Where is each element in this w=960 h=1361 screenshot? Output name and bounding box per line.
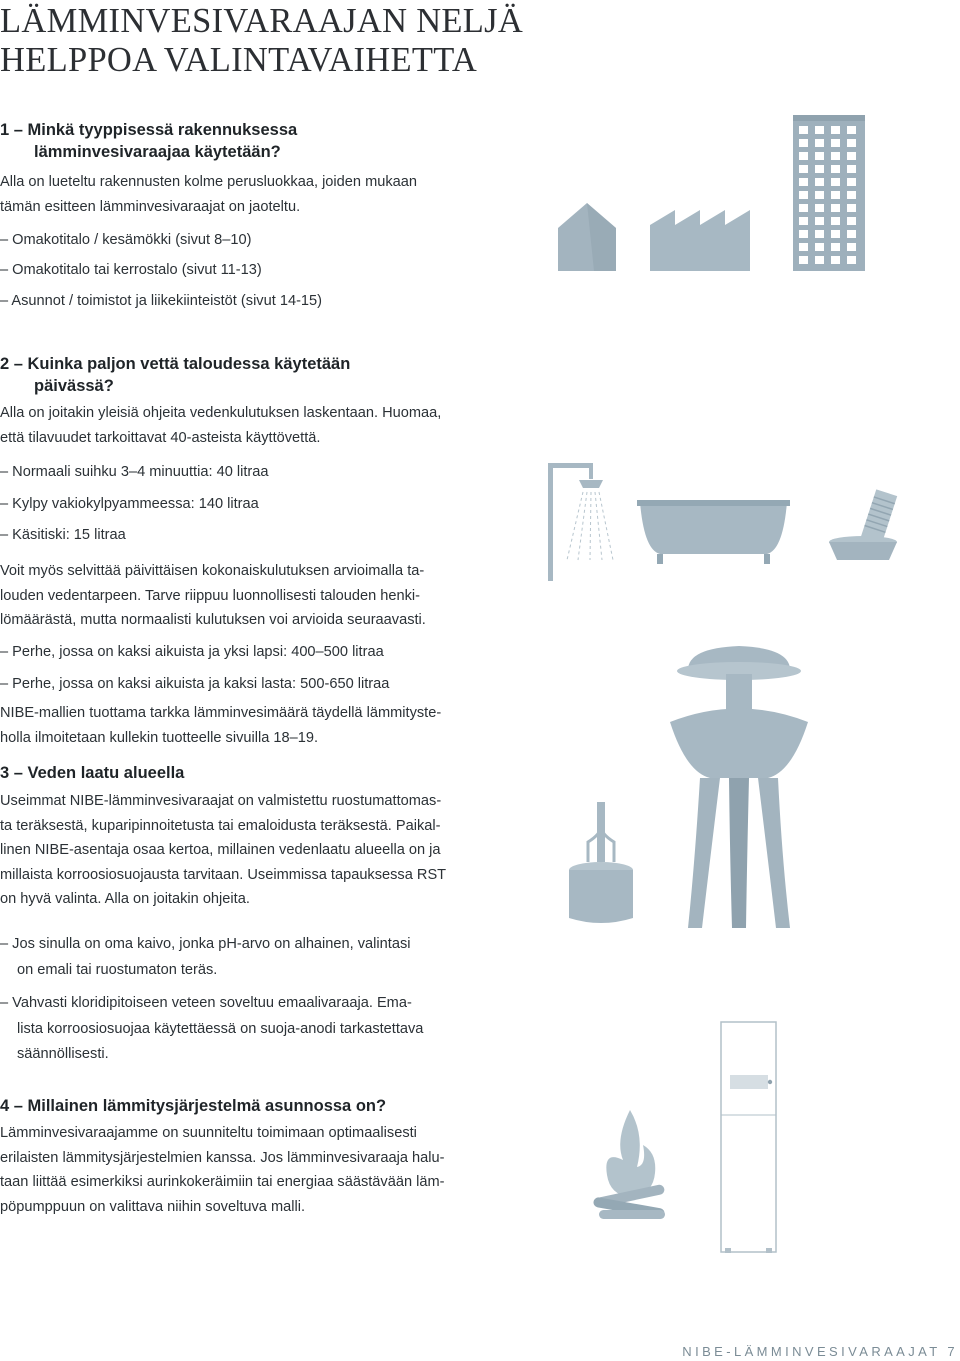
section-2-heading: 2 – Kuinka paljon vettä taloudessa käytetään päivässä? [0, 355, 351, 395]
shower-icon [548, 463, 613, 581]
list-item: – Jos sinulla on oma kaivo, jonka pH-arvo on alhainen, valintasi on emali tai ruostumaton teräs. [0, 936, 411, 978]
list-item: – Käsitiski: 15 litraa [0, 527, 126, 543]
list-item: – Kylpy vakiokylpyammeessa: 140 litraa [0, 496, 259, 512]
factory-icon [650, 210, 750, 271]
washboard-tub-icon [829, 489, 897, 560]
section-1-heading: 1 – Minkä tyyppisessä rakennuksessa lämminvesivaraajaa käytetään? [0, 121, 298, 161]
list-item: – Asunnot / toimistot ja liikekiinteistöt (sivut 14-15) [0, 293, 323, 309]
list-item: – Omakotitalo / kesämökki (sivut 8–10) [0, 232, 252, 248]
section-2-paragraph: Voit myös selvittää päivittäisen kokonaiskulutuksen arvioimalla ta- louden vedentarpeen. Tarve riippuu luonnollisesti talouden henki- lömäärästä, mutta normaalisti kulutuksen voi arvioida seuraavasti. [0, 563, 426, 629]
list-item: – Vahvasti kloridipitoiseen veteen soveltuu emaalivaraaja. Ema- lista korroosiosuojaa käytettäessä on suoja-anodi tarkastettava säännöllisesti. [0, 995, 424, 1063]
water-supply-illustration [560, 630, 870, 940]
section-3-paragraph: Useimmat NIBE-lämminvesivaraajat on valmistettu ruostumattomas- ta teräksestä, kuparipinnoitetusta tai emaloidusta teräksestä. Paikal- linen NIBE-asentaja osaa kertoa, millainen vedenlaatu alueella on ja millaista korroosiosuojausta tarvitaan. Useimmissa tapauksessa RST on hyvä valinta. Alla on joitakin ohjeita. [0, 793, 447, 908]
water-tower-icon [670, 646, 808, 928]
page-footer: NIBE-LÄMMINVESIVARAAJAT 7 [682, 1344, 958, 1359]
section-2-intro: Alla on joitakin yleisiä ohjeita vedenkulutuksen laskentaan. Huomaa, että tilavuudet tarkoittavat 40-asteista käyttövettä. [0, 405, 442, 446]
section-3-heading: 3 – Veden laatu alueella [0, 764, 185, 782]
well-icon [569, 802, 633, 923]
fire-icon [585, 1105, 675, 1225]
water-use-illustration [545, 460, 905, 585]
list-item: – Perhe, jossa on kaksi aikuista ja kaksi lasta: 500-650 litraa [0, 676, 390, 692]
bathtub-icon [637, 500, 790, 564]
list-item: – Omakotitalo tai kerrostalo (sivut 11-13) [0, 262, 262, 278]
section-4-paragraph: Lämminvesivaraajamme on suunniteltu toimimaan optimaalisesti erilaisten lämmitysjärjestelmien kanssa. Jos lämminvesivaraaja halu- taan liittää esimerkiksi aurinkokeräimiin tai energiaa säästävään läm- pöpumppuun on valittava niihin soveltuva malli. [0, 1125, 445, 1215]
page-title: LÄMMINVESIVARAAJAN NELJÄ HELPPOA VALINTAVAIHETTA [0, 2, 524, 79]
section-2-paragraph-2: NIBE-mallien tuottama tarkka lämminvesimäärä täydellä lämmityste- holla ilmoitetaan kullekin tuotteelle sivuilla 18–19. [0, 705, 442, 746]
water-heater-icon [720, 1020, 780, 1255]
section-1-intro: Alla on lueteltu rakennusten kolme perusluokkaa, joiden mukaan tämän esitteen lämminvesivaraajat on jaoteltu. [0, 174, 417, 215]
list-item: – Perhe, jossa on kaksi aikuista ja yksi lapsi: 400–500 litraa [0, 644, 384, 660]
house-icon [558, 203, 616, 271]
list-item: – Normaali suihku 3–4 minuuttia: 40 litraa [0, 464, 269, 480]
buildings-illustration [550, 110, 870, 275]
section-4-heading: 4 – Millainen lämmitysjärjestelmä asunnossa on? [0, 1097, 387, 1115]
